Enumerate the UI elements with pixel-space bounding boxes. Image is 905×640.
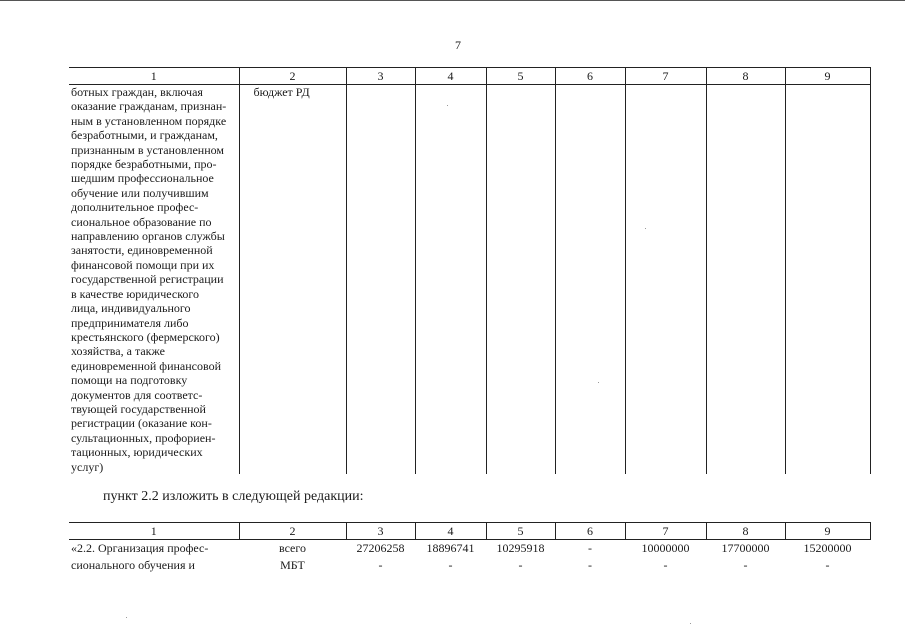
- table-cell: [555, 85, 625, 474]
- table-continuation: [69, 67, 871, 474]
- column-header: 8: [706, 68, 785, 85]
- column-header: 4: [415, 68, 486, 85]
- table-new-edition: [69, 522, 871, 574]
- table-cell: -: [743, 558, 748, 572]
- funding-source: всего: [278, 541, 307, 555]
- table-header-row: [69, 523, 870, 540]
- funding-source: МБТ: [280, 558, 305, 572]
- table-cell: 27206258: [356, 541, 405, 555]
- table-cell: [785, 85, 870, 474]
- column-header: 7: [625, 68, 706, 85]
- table-cell: [486, 85, 555, 474]
- amendment-instruction: пункт 2.2 изложить в следующей редакции:: [103, 489, 364, 504]
- measure-description: сионального обучения и: [71, 558, 195, 572]
- scan-speck: [690, 623, 691, 624]
- column-header: 5: [486, 68, 555, 85]
- table-row: [69, 557, 870, 574]
- table-cell: 10000000: [641, 541, 690, 555]
- column-header: 2: [239, 68, 346, 85]
- scan-speck: [598, 382, 599, 383]
- column-header: 6: [555, 523, 625, 540]
- column-header: 9: [785, 68, 870, 85]
- table-cell: -: [588, 558, 592, 572]
- column-header: 4: [415, 523, 486, 540]
- column-header: 1: [69, 68, 239, 85]
- table-row: [69, 85, 870, 474]
- funding-source: бюджет РД: [239, 85, 346, 474]
- column-header: 2: [239, 523, 346, 540]
- table-cell: -: [518, 558, 523, 572]
- table-row: [69, 540, 870, 558]
- table-cell: 15200000: [803, 541, 852, 555]
- column-header: 5: [486, 523, 555, 540]
- column-header: 3: [346, 68, 415, 85]
- scan-speck: [645, 228, 646, 229]
- table-cell: 18896741: [426, 541, 475, 555]
- table-cell: [415, 85, 486, 474]
- measure-description: «2.2. Организация профес-: [71, 541, 209, 555]
- table-cell: [346, 85, 415, 474]
- table-cell: -: [663, 558, 668, 572]
- table-cell: [625, 85, 706, 474]
- column-header: 7: [625, 523, 706, 540]
- scan-speck: [447, 105, 448, 106]
- column-header: 1: [69, 523, 239, 540]
- column-header: 8: [706, 523, 785, 540]
- table-cell: -: [448, 558, 453, 572]
- column-header: 3: [346, 523, 415, 540]
- table-cell: -: [825, 558, 830, 572]
- table-cell: -: [378, 558, 383, 572]
- column-header: 9: [785, 523, 870, 540]
- page-number: 7: [455, 38, 461, 52]
- table-cell: -: [588, 541, 592, 555]
- measure-description: ботных граждан, включая оказание гражданам, признан- ным в установленном порядке безработными, и гражданам, признанным в установленном порядке безработными, про- шедшим профессиональное обучение или получившим дополнительное профес- сиональное образование по направлению органов службы занятости, единовременной финансовой помощи при их государственной регистрации в качестве юридического лица, индивидуального предпринимателя либо крестьянского (фермерского) хозяйства, а также единовременной финансовой помощи на подготовку документов для соответс- твующей государственной регистрации (оказание кон- сультационных, профориен- тационных, юридических услуг): [71, 85, 227, 474]
- scan-speck: [126, 617, 127, 618]
- table-cell: [706, 85, 785, 474]
- table-cell: 10295918: [496, 541, 545, 555]
- column-header: 6: [555, 68, 625, 85]
- table-header-row: [69, 68, 870, 85]
- top-border-line: [0, 0, 905, 1]
- table-cell: 17700000: [721, 541, 770, 555]
